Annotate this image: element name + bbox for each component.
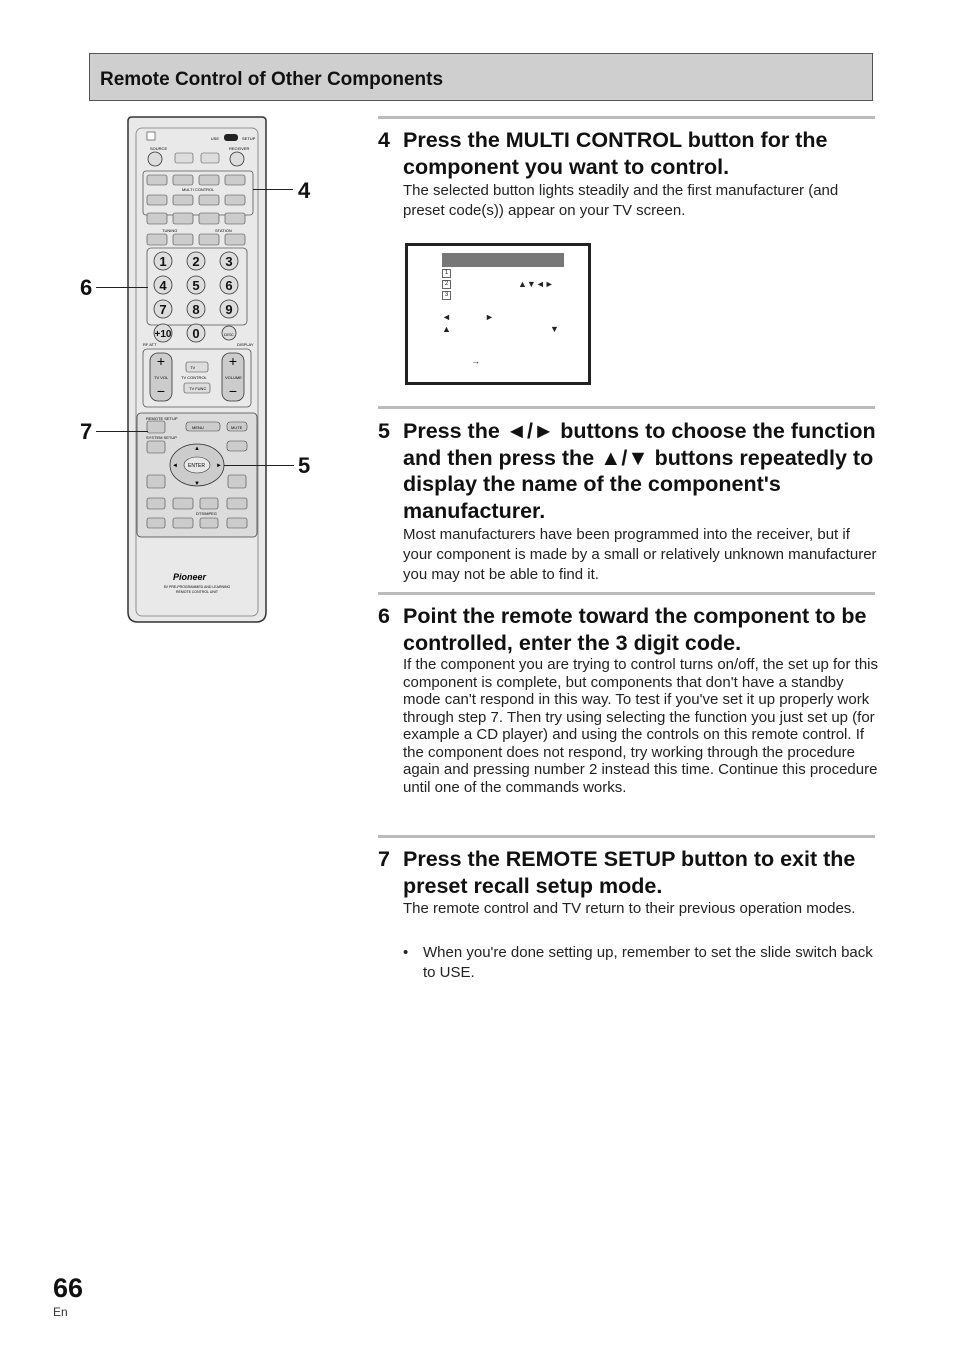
bullet-text: When you're done setting up, remember to set the slide switch back to USE. bbox=[423, 944, 873, 981]
callout-line-4 bbox=[253, 189, 293, 190]
callout-line-7 bbox=[96, 431, 148, 432]
callout-7: 7 bbox=[80, 419, 93, 444]
rule-step-4 bbox=[378, 116, 875, 119]
step-number: 5 bbox=[378, 419, 390, 443]
callout-line-6 bbox=[96, 287, 148, 288]
step-body: If the component you are trying to control turns on/off, the set up for this component is complete, but components that don't have a standby mode can't respond in this way. To test if you've set it up properly work through step 7. Then try using selecting the function you just set up (for example a CD player) and using the controls on this remote control. If the component does not respond, try working through the procedure again and pressing number 2 instead this time. Continue this procedure until one of the commands works. bbox=[403, 656, 878, 796]
step-title: Point the remote toward the component to be controlled, enter the 3 digit code. bbox=[403, 604, 867, 655]
menu-label: MENU bbox=[192, 425, 204, 430]
digit-9: 9 bbox=[225, 302, 233, 317]
osd-item-1: 1 bbox=[442, 269, 451, 278]
use-label: USE bbox=[210, 136, 219, 141]
rule-step-6 bbox=[378, 592, 875, 595]
tv-func-label: TV FUNC bbox=[189, 386, 207, 391]
svg-text:+: + bbox=[228, 353, 238, 369]
osd-down-arrow-icon: ▼ bbox=[550, 324, 559, 334]
digit-6: 6 bbox=[225, 278, 233, 293]
tv-vol-label: TV VOL bbox=[154, 375, 169, 380]
osd-arrows: ▲▼◄► bbox=[518, 279, 554, 289]
dts-mpeg-label: DTS/MPEG bbox=[196, 511, 217, 516]
svg-text:◄: ◄ bbox=[172, 463, 178, 469]
digit-4: 4 bbox=[159, 278, 167, 293]
digit-8: 8 bbox=[192, 302, 200, 317]
digit-2: 2 bbox=[192, 254, 200, 269]
rule-step-7 bbox=[378, 835, 875, 838]
svg-text:−: − bbox=[228, 383, 238, 399]
svg-text:▲: ▲ bbox=[194, 446, 200, 452]
disc-label: DISC bbox=[224, 332, 234, 337]
digit-3: 3 bbox=[225, 254, 233, 269]
svg-text:►: ► bbox=[216, 463, 222, 469]
step-body: The selected button lights steadily and the first manufacturer (and preset code(s)) appear on your TV screen. bbox=[403, 182, 839, 219]
language-code: En bbox=[53, 1305, 68, 1319]
tv-label: TV bbox=[190, 365, 196, 370]
callout-5: 5 bbox=[298, 453, 311, 478]
page-number: 66 bbox=[53, 1273, 84, 1303]
step-number: 6 bbox=[378, 604, 390, 628]
mute-label: MUTE bbox=[231, 425, 243, 430]
tv-screen-display bbox=[405, 243, 591, 385]
tv-control-label: TV CONTROL bbox=[181, 375, 207, 380]
source-label: SOURCE bbox=[150, 146, 168, 151]
setup-label: SETUP bbox=[242, 136, 256, 141]
digit-1: 1 bbox=[159, 254, 167, 269]
svg-text:−: − bbox=[156, 383, 166, 399]
bullet-icon: • bbox=[403, 944, 409, 961]
volume-label: VOLUME bbox=[225, 375, 242, 380]
svg-text:+: + bbox=[156, 353, 166, 369]
display-label: DISPLAY bbox=[237, 342, 254, 347]
osd-header-bar bbox=[442, 253, 564, 267]
step-body: Most manufacturers have been programmed into the receiver, but if your component is made by a small or relatively unknown manufacturer you may not be able to find it. bbox=[403, 526, 877, 583]
step-title: Press the REMOTE SETUP button to exit the preset recall setup mode. bbox=[403, 847, 856, 898]
step-number: 7 bbox=[378, 847, 390, 871]
system-setup-label: SYSTEM SETUP bbox=[146, 435, 177, 440]
callout-4: 4 bbox=[298, 178, 311, 203]
osd-enter-arrow-icon: → bbox=[471, 356, 480, 366]
step-title: Press the MULTI CONTROL button for the component you want to control. bbox=[403, 128, 828, 179]
callout-6: 6 bbox=[80, 275, 93, 300]
step-number: 4 bbox=[378, 128, 390, 152]
callout-line-5 bbox=[224, 465, 294, 466]
unit-line-1: 5V PRE-PROGRAMMED AND LEARNING bbox=[163, 585, 231, 589]
step-bullet bbox=[403, 943, 878, 983]
station-label: STATION bbox=[215, 228, 232, 233]
svg-text:▼: ▼ bbox=[194, 481, 200, 487]
digit-5: 5 bbox=[192, 278, 200, 293]
remote-setup-label: REMOTE SETUP bbox=[146, 416, 178, 421]
digit-0: 0 bbox=[192, 326, 200, 341]
osd-up-arrow-icon: ▲ bbox=[442, 324, 451, 334]
osd-item-3: 3 bbox=[442, 291, 451, 300]
rule-step-5 bbox=[378, 406, 875, 409]
osd-left-arrow-icon: ◄ bbox=[442, 312, 451, 322]
digit-7: 7 bbox=[159, 302, 167, 317]
rf-att-label: RF ATT bbox=[143, 342, 157, 347]
section-title: Remote Control of Other Components bbox=[100, 69, 444, 90]
digit-plus10: +10 bbox=[154, 329, 172, 340]
tuning-label: TUNING bbox=[162, 228, 178, 233]
unit-line-2: REMOTE CONTROL UNIT bbox=[175, 590, 219, 594]
step-body: The remote control and TV return to their previous operation modes. bbox=[403, 900, 856, 917]
receiver-label: RECEIVER bbox=[229, 146, 250, 151]
step-title: Press the ◄/► buttons to choose the function and then press the ▲/▼ buttons repeatedly to display the name of the component's manufacturer. bbox=[403, 419, 876, 523]
osd-right-arrow-icon: ► bbox=[485, 312, 494, 322]
osd-item-2: 2 bbox=[442, 280, 451, 289]
enter-label: ENTER bbox=[188, 463, 205, 469]
pioneer-logo: Pioneer bbox=[173, 572, 207, 582]
multi-control-label: MULTI CONTROL bbox=[182, 187, 215, 192]
